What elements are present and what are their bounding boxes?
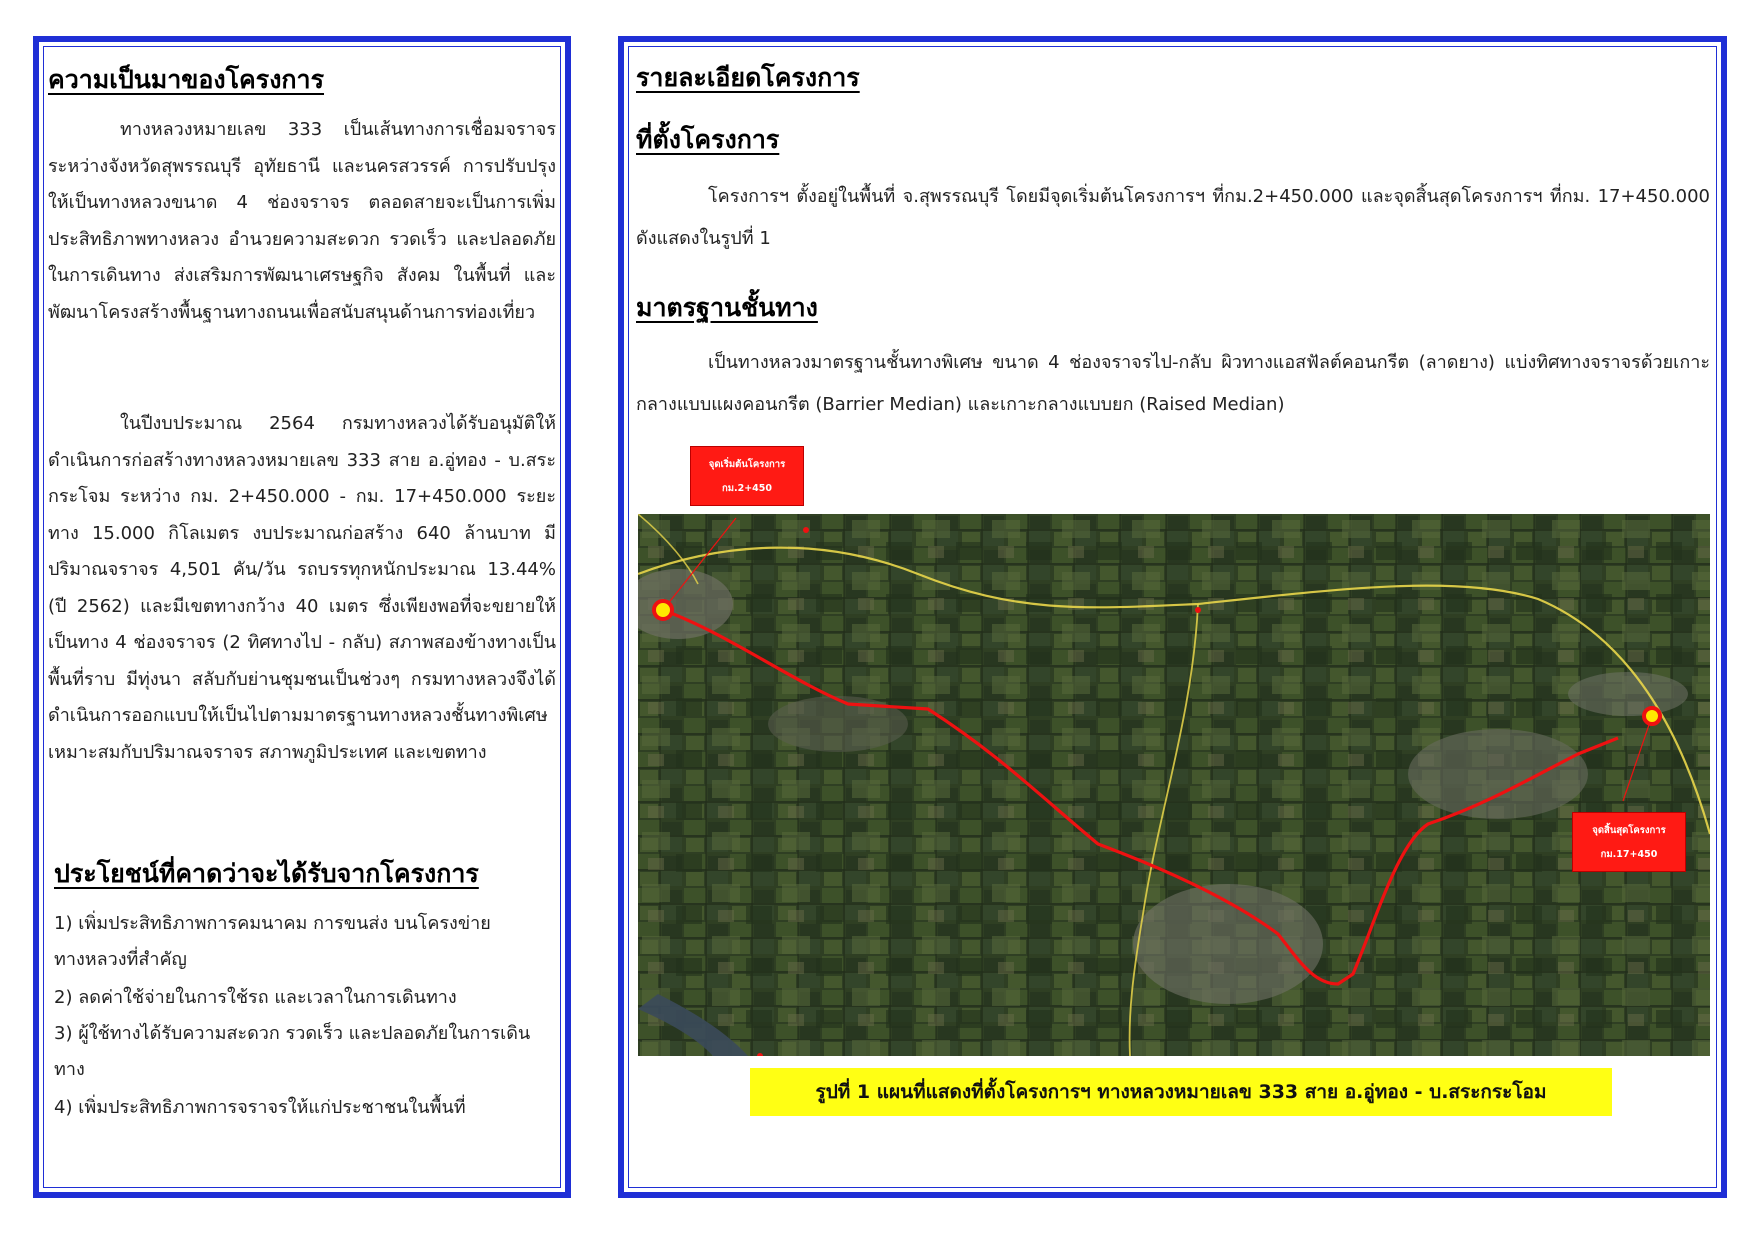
benefit-item-1: 1) เพิ่มประสิทธิภาพการคมนาคม การขนส่ง บนโครงข่ายทางหลวงที่สำคัญ [54,913,491,970]
map-caption: รูปที่ 1 แผนที่แสดงที่ตั้งโครงการฯ ทางหลวงหมายเลข 333 สาย อ.อู่ทอง - บ.สระกระโอม [750,1068,1612,1116]
road-standard-text [636,342,1710,426]
benefit-item-4: 4) เพิ่มประสิทธิภาพการจราจรให้แก่ประชาชนในพื้นที่ [54,1097,466,1118]
end-point-callout [1572,812,1686,872]
end-point-km: กม.17+450 [1600,849,1658,860]
end-point-marker [1644,708,1660,724]
start-point-label: จุดเริ่มต้นโครงการ [708,459,786,470]
start-point-callout [690,446,804,506]
start-point-km: กม.2+450 [721,483,773,494]
benefits-heading: ประโยชน์ที่คาดว่าจะได้รับจากโครงการ [54,859,479,888]
benefit-item-2: 2) ลดค่าใช้จ่ายในการใช้รถ และเวลาในการเดินทาง [54,987,457,1008]
start-point-marker [654,601,672,619]
project-location-text-content: โครงการฯ ตั้งอยู่ในพื้นที่ จ.สุพรรณบุรี โดยมีจุดเริ่มต้นโครงการฯ ที่กม.2+450.000 และจุดสิ้นสุดโครงการฯ ที่กม. 17+450.000 ดังแสดงในรูปที่ 1 [636,186,1710,249]
project-location-heading: ที่ตั้งโครงการ [636,125,780,154]
background-heading: ความเป็นมาของโครงการ [48,65,325,94]
satellite-map-image [638,514,1710,1056]
background-paragraph-2 [48,406,556,771]
background-paragraph-1-text: ทางหลวงหมายเลข 333 เป็นเส้นทางการเชื่อมจราจรระหว่างจังหวัดสุพรรณบุรี อุทัยธานี และนครสวรรค์ การปรับปรุงให้เป็นทางหลวงขนาด 4 ช่องจราจร ตลอดสายจะเป็นการเพิ่มประสิทธิภาพทางหลวง อำนวยความสะดวก รวดเร็ว และปลอดภัยในการเดินทาง ส่งเสริมการพัฒนาเศรษฐกิจ สังคม ในพื้นที่ และพัฒนาโครงสร้างพื้นฐานทางถนนเพื่อสนับสนุนด้านการท่องเที่ยว [48,119,556,323]
background-paragraph-2-text: ในปีงบประมาณ 2564 กรมทางหลวงได้รับอนุมัติให้ดำเนินการก่อสร้างทางหลวงหมายเลข 333 สาย อ.อู่ทอง - บ.สระกระโจม ระหว่าง กม. 2+450.000 - กม. 17+450.000 ระยะทาง 15.000 กิโลเมตร งบประมาณก่อสร้าง 640 ล้านบาท มีปริมาณจราจร 4,501 คัน/วัน รถบรรทุกหนักประมาณ 13.44% (ปี 2562) และมีเขตทางกว้าง 40 เมตร ซึ่งเพียงพอที่จะขยายให้เป็นทาง 4 ช่องจราจร (2 ทิศทางไป - กลับ) สภาพสองข้างทางเป็นพื้นที่ราบ มีทุ่งนา สลับกับย่านชุมชนเป็นช่วงๆ กรมทางหลวงจึงได้ดำเนินการออกแบบให้เป็นไปตามมาตรฐานทางหลวงชั้นทางพิเศษ เหมาะสมกับปริมาณจราจร สภาพภูมิประเทศ และเขตทาง [48,413,556,763]
road-standard-text-content: เป็นทางหลวงมาตรฐานชั้นทางพิเศษ ขนาด 4 ช่องจราจรไป-กลับ ผิวทางแอสฟัลต์คอนกรีต (ลาดยาง) แบ่งทิศทางจราจรด้วยเกาะกลางแบบแผงคอนกรีต (Barrier Median) และเกาะกลางแบบยก (Raised Median) [636,352,1710,415]
end-point-label: จุดสิ้นสุดโครงการ [1592,825,1666,836]
project-location-text [636,176,1710,260]
background-paragraph-1 [48,112,556,331]
benefit-item-3: 3) ผู้ใช้ทางได้รับความสะดวก รวดเร็ว และปลอดภัยในการเดินทาง [54,1023,531,1080]
project-details-heading: รายละเอียดโครงการ [636,63,860,92]
road-standard-heading: มาตรฐานชั้นทาง [636,293,818,322]
project-location-map [638,514,1710,1056]
